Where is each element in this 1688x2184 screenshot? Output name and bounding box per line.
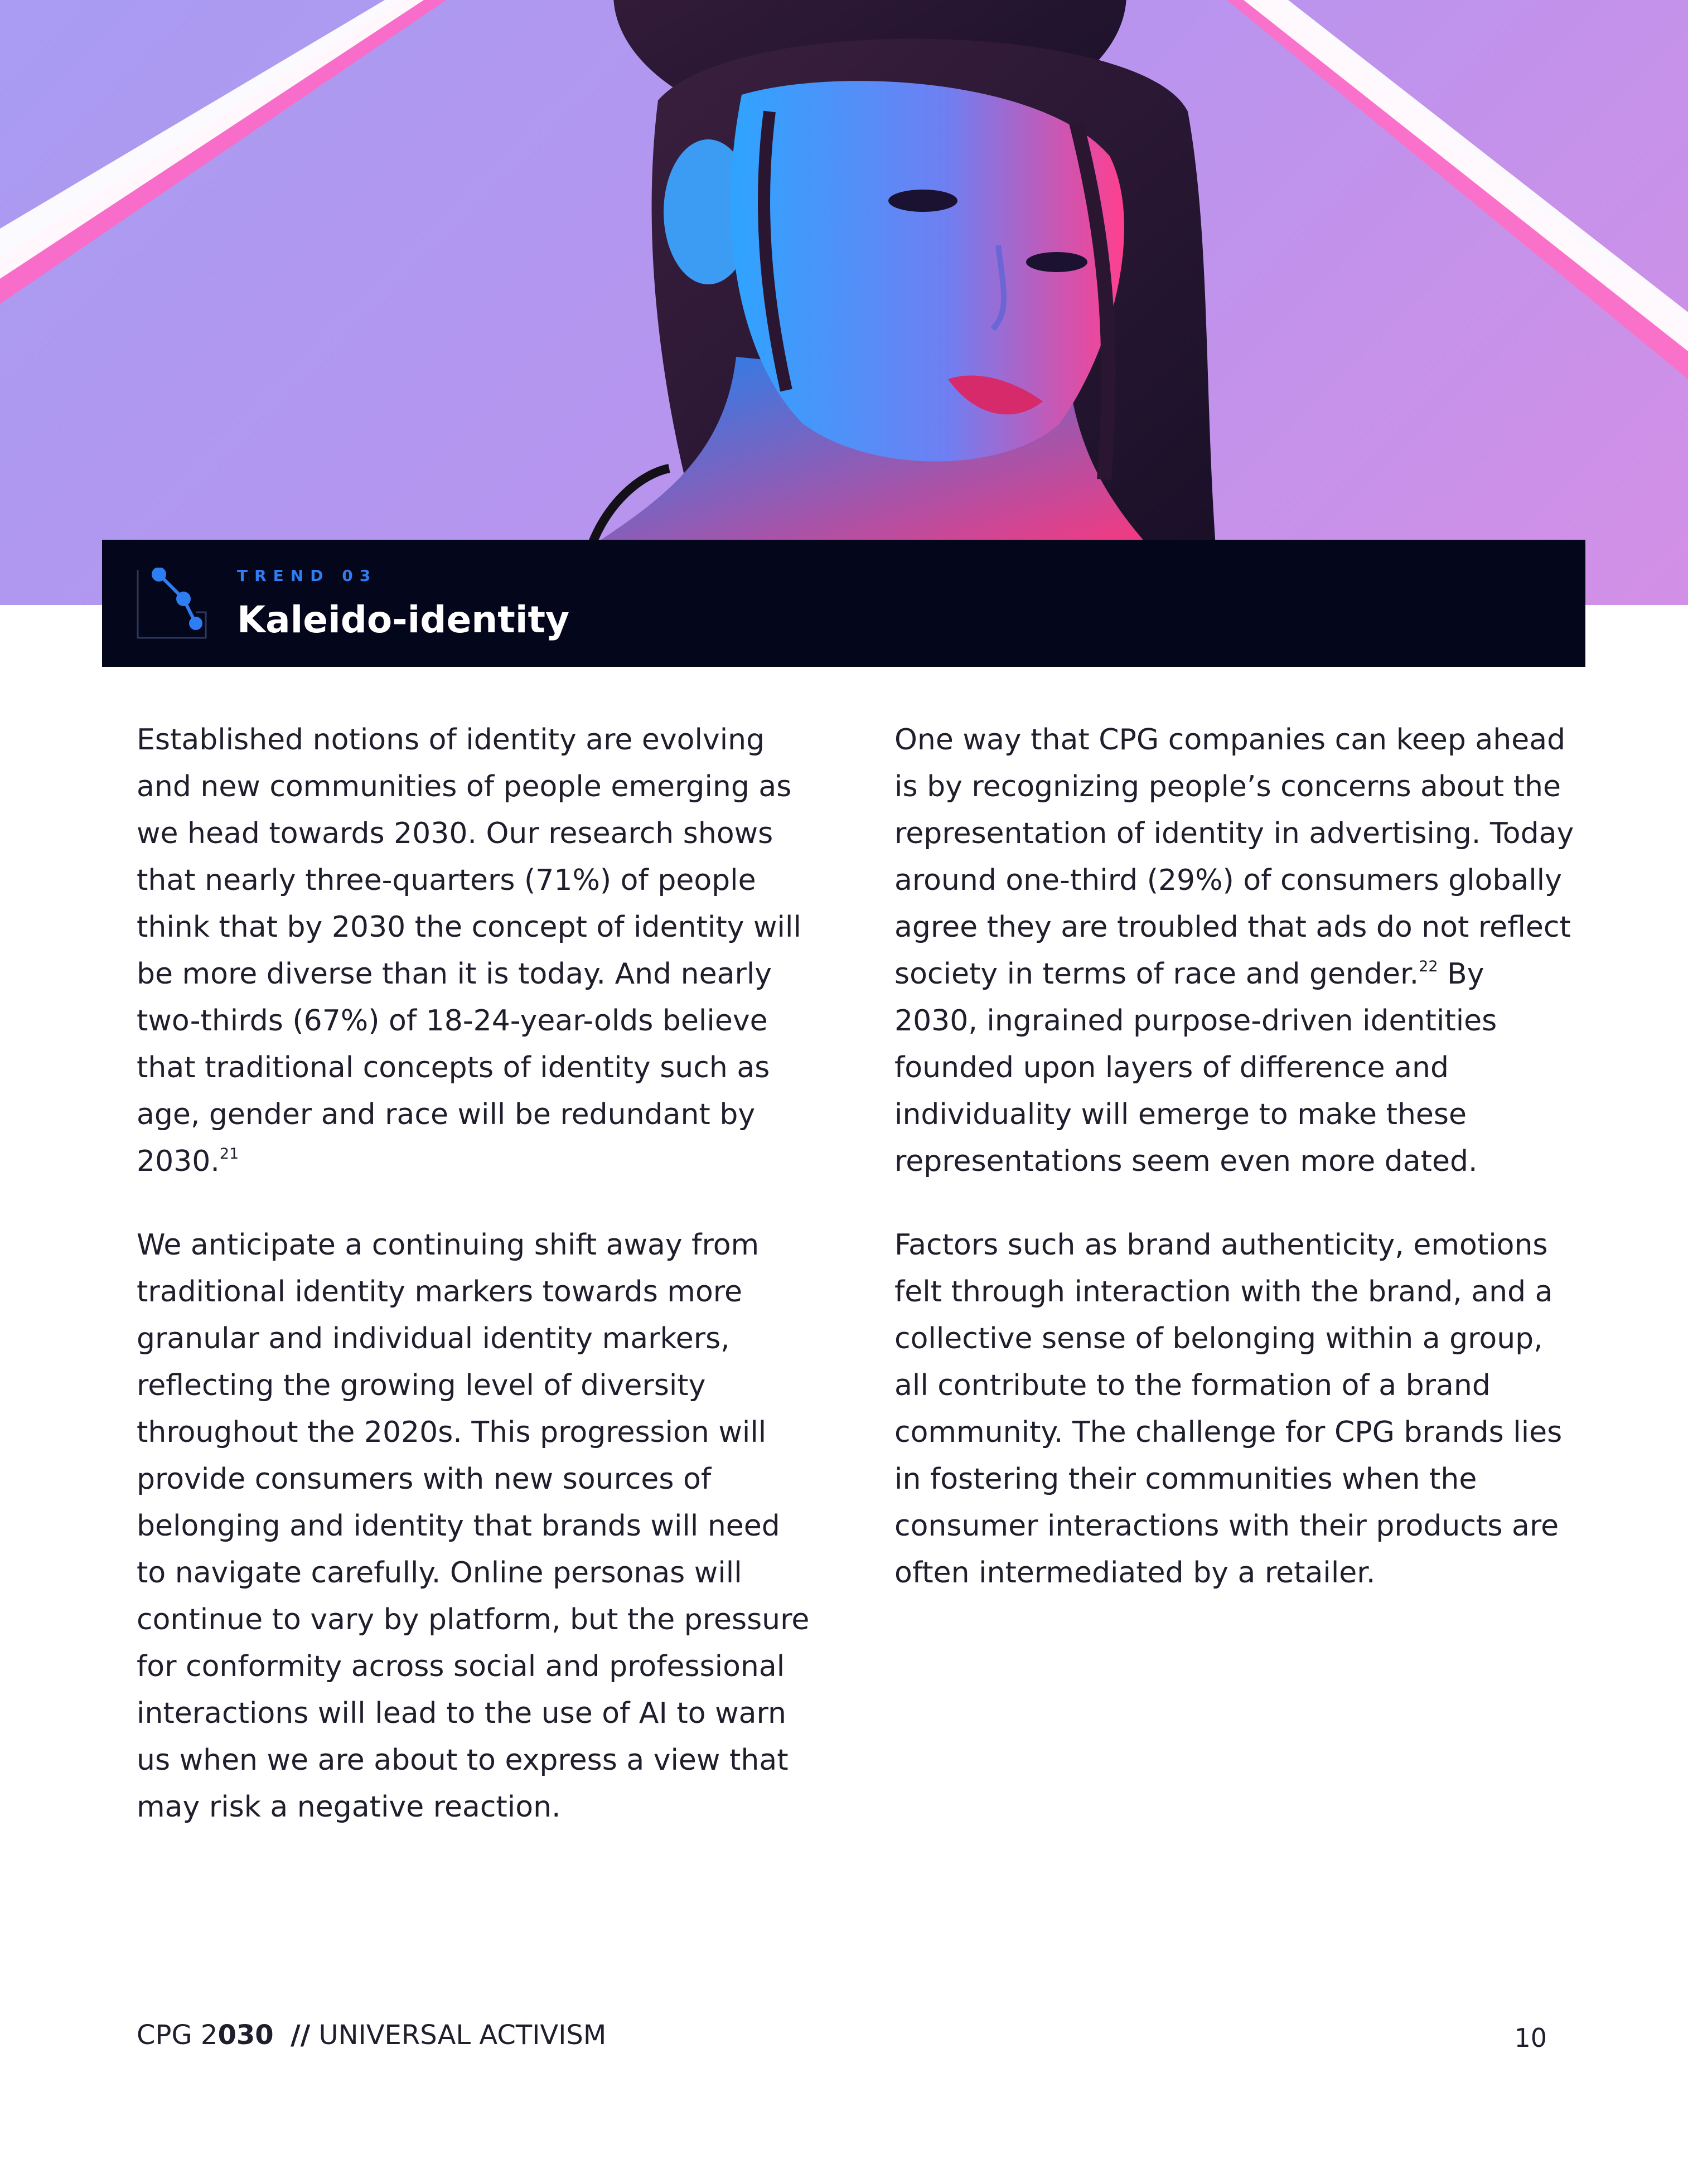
paragraph xyxy=(894,1222,1575,1596)
connected-dots-icon xyxy=(136,568,208,640)
paragraph-text: Established notions of identity are evolving and new communities of people emerging as we head towards 2030. Our research shows that nearly three-quarters (71%) of people think that by 2030 the concept of identity will be more diverse than it is today. And nearly two-thirds (67%) of 18-24-year-olds believe that traditional concepts of identity such as age, gender and race will be redundant by 2030. xyxy=(137,723,801,1178)
portrait-photo xyxy=(0,0,1688,605)
paragraph-text: By 2030, ingrained purpose-driven identities founded upon layers of difference and individuality will emerge to make these representations seem even more dated. xyxy=(894,957,1497,1178)
paragraph-text: Factors such as brand authenticity, emotions felt through interaction with the brand, and a collective sense of belonging within a group, all contribute to the formation of a brand community. The challenge for CPG brands lies in fostering their communities when the consumer interactions with their products are often intermediated by a retailer. xyxy=(894,1228,1563,1590)
paragraph xyxy=(137,716,817,1185)
trend-label: TREND 03 xyxy=(237,566,378,585)
footer-publication xyxy=(137,2020,606,2051)
footer-separator: // xyxy=(291,2020,311,2051)
page-title: Kaleido-identity xyxy=(237,598,570,641)
hero-image xyxy=(0,0,1688,605)
footer-brand-bold: 030 xyxy=(217,2020,274,2051)
left-column xyxy=(137,716,817,1867)
paragraph xyxy=(894,716,1575,1185)
footer-brand-prefix: CPG 2 xyxy=(137,2020,218,2051)
footnote-marker: 22 xyxy=(1419,958,1438,975)
page-number: 10 xyxy=(1514,2023,1547,2053)
footer-section: UNIVERSAL ACTIVISM xyxy=(318,2020,607,2051)
trend-title-bar xyxy=(102,540,1585,667)
footnote-marker: 21 xyxy=(219,1145,239,1163)
right-column xyxy=(894,716,1575,1633)
paragraph-text: One way that CPG companies can keep ahead is by recognizing people’s concerns about the representation of identity in advertising. Today around one-third (29%) of consumers globally agree they are troubled that ads do not reflect society in terms of race and gender. xyxy=(894,723,1574,991)
paragraph-text: We anticipate a continuing shift away from traditional identity markers towards more granular and individual identity markers, reflecting the growing level of diversity throughout the 2020s. This progression will provide consumers with new sources of belonging and identity that brands will need to navigate carefully. Online personas will continue to vary by platform, but the pressure for conformity across social and professional interactions will lead to the use of AI to warn us when we are about to express a view that may risk a negative reaction. xyxy=(137,1228,810,1824)
paragraph xyxy=(137,1222,817,1831)
